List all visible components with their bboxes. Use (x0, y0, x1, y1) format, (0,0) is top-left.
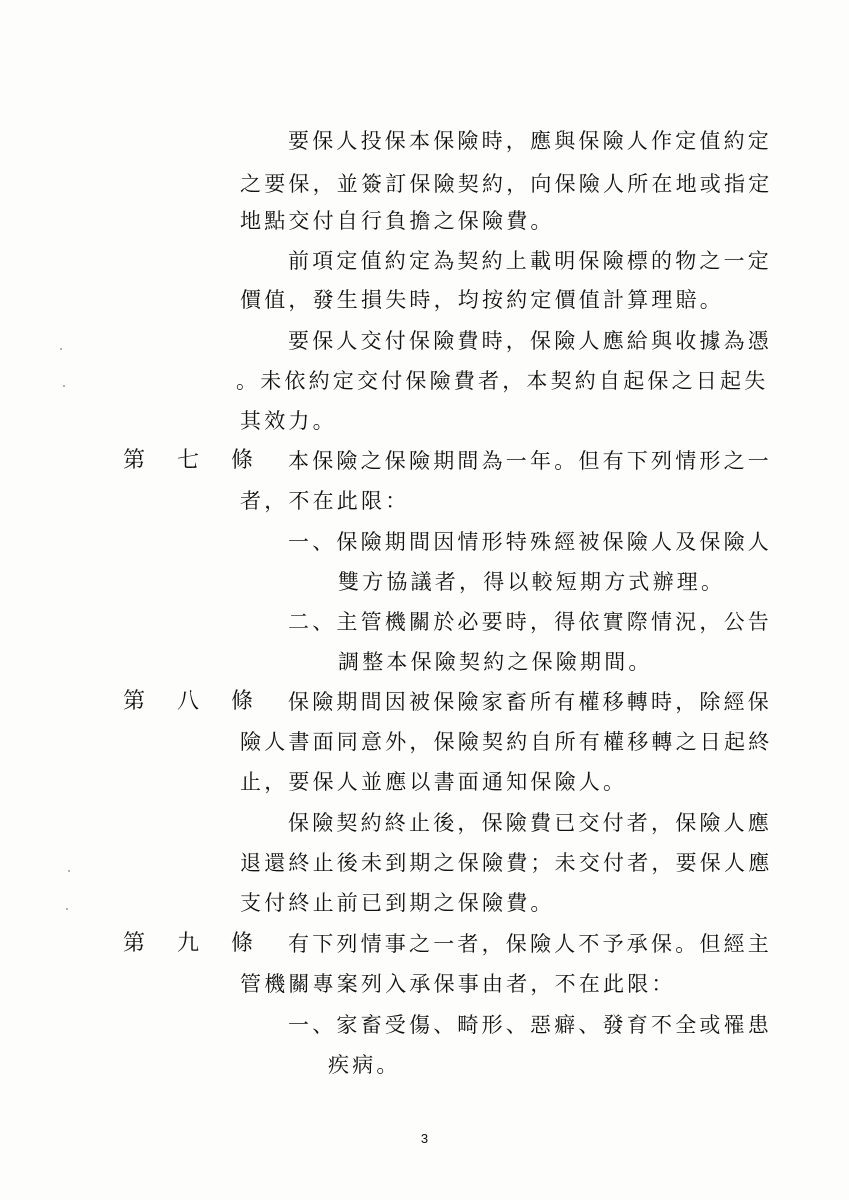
article-heading-9 (123, 929, 253, 959)
list-item-line: 一、家畜受傷、畸形、惡癖、發育不全或罹患 (288, 1013, 772, 1037)
paragraph-line: 管機關專案列入承保事由者，不在此限： (240, 972, 676, 996)
scan-speck (60, 348, 62, 350)
scan-speck (66, 908, 68, 910)
scan-speck (63, 385, 65, 387)
article-suffix: 條 (231, 689, 254, 714)
paragraph-line: 前項定值約定為契約上載明保險標的物之一定 (288, 249, 772, 273)
article-number: 七 (177, 448, 200, 473)
paragraph-line: 要保人交付保險費時，保險人應給與收據為憑 (288, 329, 772, 353)
article-prefix: 第 (123, 448, 146, 473)
paragraph-line: 支付終止前已到期之保險費。 (240, 891, 555, 915)
paragraph-line: 價值，發生損失時，均按約定價值計算理賠。 (240, 288, 724, 312)
article-prefix: 第 (123, 689, 146, 714)
article-number: 八 (177, 689, 200, 714)
paragraph-line: 其效力。 (240, 409, 337, 433)
article-number: 九 (177, 931, 200, 956)
paragraph-line: 本保險之保險期間為一年。但有下列情形之一 (288, 449, 772, 473)
article-prefix: 第 (123, 931, 146, 956)
paragraph-line: 險人書面同意外，保險契約自所有權移轉之日起終 (240, 730, 773, 754)
list-item-line: 二、主管機關於必要時，得依實際情況，公告 (288, 610, 772, 634)
article-heading-8 (123, 687, 253, 717)
list-item-line: 一、保險期間因情形特殊經被保險人及保險人 (288, 530, 772, 554)
paragraph-line: 退還終止後未到期之保險費；未交付者，要保人應 (240, 851, 773, 875)
paragraph-line: 止，要保人並應以書面通知保險人。 (240, 770, 628, 794)
scan-speck (68, 870, 70, 872)
paragraph-line: 要保人投保本保險時，應與保險人作定值約定 (288, 129, 772, 153)
paragraph-line: 有下列情事之一者，保險人不予承保。但經主 (288, 932, 772, 956)
paragraph-line: 保險契約終止後，保險費已交付者，保險人應 (288, 811, 772, 835)
paragraph-line: 地點交付自行負擔之保險費。 (240, 209, 555, 233)
paragraph-line: 保險期間因被保險家畜所有權移轉時，除經保 (288, 690, 772, 714)
paragraph-line: 者，不在此限： (240, 489, 410, 513)
list-item-line: 調整本保險契約之保險期間。 (338, 650, 653, 674)
list-item-line: 雙方協議者，得以較短期方式辦理。 (338, 570, 726, 594)
paragraph-line: 之要保，並簽訂保險契約，向保險人所在地或指定 (240, 172, 773, 196)
article-heading-7 (123, 446, 253, 476)
paragraph-line: 。未依約定交付保險費者，本契約自起保之日起失 (236, 369, 769, 393)
list-item-line: 疾病。 (328, 1053, 401, 1077)
article-suffix: 條 (231, 931, 254, 956)
page-number: 3 (420, 1131, 429, 1146)
article-suffix: 條 (231, 448, 254, 473)
